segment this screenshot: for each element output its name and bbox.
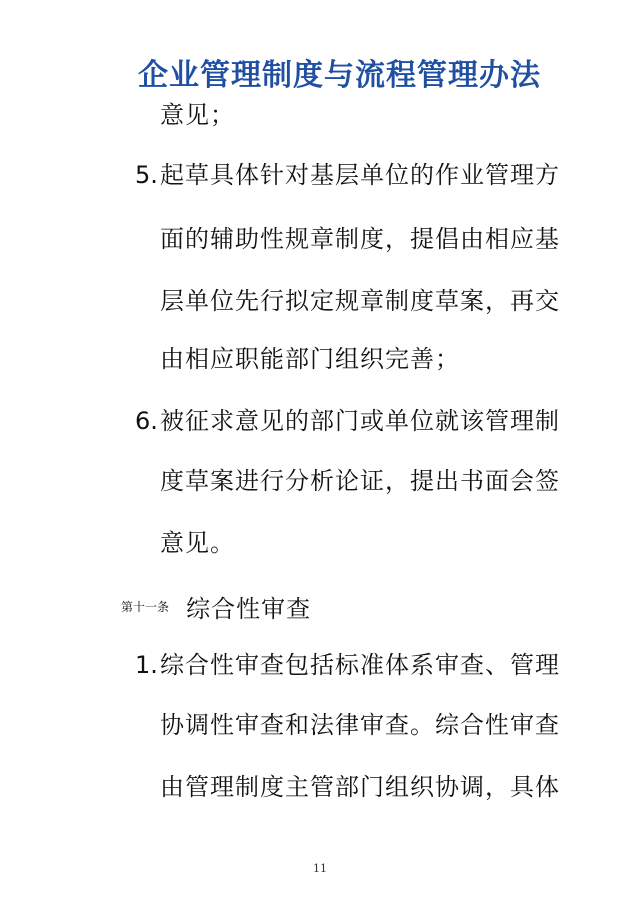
- list-item-line: 起草具体针对基层单位的作业管理方: [160, 161, 560, 189]
- list-item-line: 意见。: [160, 529, 235, 557]
- list-item-line: 由相应职能部门组织完善；: [160, 345, 460, 373]
- article-title: 综合性审查: [186, 595, 312, 623]
- list-number: 1.: [135, 651, 158, 679]
- list-item-line: 协调性审查和法律审查。综合性审查: [160, 711, 560, 739]
- list-item-line: 度草案进行分析论证，提出书面会签: [160, 467, 560, 495]
- list-number: 5.: [135, 161, 158, 189]
- article-label: 第十一条: [121, 600, 170, 614]
- list-item-line: 综合性审查包括标准体系审查、管理: [160, 651, 560, 679]
- continuation-text: 意见；: [160, 101, 235, 129]
- list-item-line: 面的辅助性规章制度，提倡由相应基: [160, 225, 560, 253]
- list-item-line: 层单位先行拟定规章制度草案，再交: [160, 287, 560, 315]
- page-number: 11: [313, 862, 327, 875]
- list-item-line: 被征求意见的部门或单位就该管理制: [160, 407, 560, 435]
- page-header-title: 企业管理制度与流程管理办法: [138, 58, 541, 93]
- list-item-line: 由管理制度主管部门组织协调，具体: [160, 773, 560, 801]
- list-number: 6.: [135, 407, 158, 435]
- article-heading: [121, 589, 311, 624]
